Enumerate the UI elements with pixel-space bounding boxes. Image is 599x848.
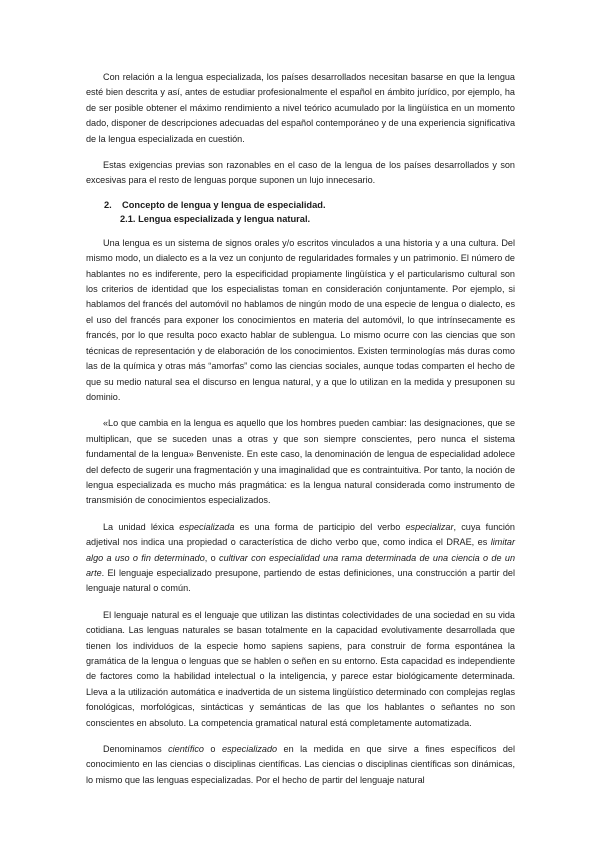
italic-term: especializado (221, 744, 278, 755)
italic-definition: limitar algo a uso o fin determinado (86, 537, 515, 563)
paragraph-denominamos (86, 742, 515, 788)
paragraph-especializada-intro: Con relación a la lengua especializada, los países desarrollados necesitan basarse en que la lengua esté bien descrita y así, antes de estudiar profesionalmente el español en ámbito jurídico, por ejemplo, ha de ser posible obtener el máximo rendimiento a nivel teórico acumulado por la lingüística en un momento dado, disponer de descripciones adecuadas del español contemporáneo y de una experiencia significativa de la lengua especializada en cuestión. (86, 72, 515, 144)
text-run: La unidad léxica (103, 521, 180, 532)
italic-term: especializar (405, 521, 454, 532)
text-run: Denominamos (103, 744, 169, 755)
italic-term: especializada (179, 521, 235, 532)
paragraph-cita-benveniste: «Lo que cambia en la lengua es aquello que los hombres pueden cambiar: las designaciones, que se multiplican, que se suceden unas a otras y que son siempre conscientes, pero nunca el sistema fundamental de la lengua» Benveniste. En este caso, la denominación de lengua de especialidad adolece del defecto de sugerir una fragmentación y una imaginalidad que es contraintuitiva. Por tanto, la noción de lengua especializada es mucho más pragmática: es la lengua natural considerada como instrumento de transmisión de conocimientos especializados. (86, 418, 515, 506)
text-run: es una forma de participio del verbo (234, 521, 406, 532)
text-run: , o (204, 552, 220, 563)
italic-term: científico (168, 744, 204, 755)
section-heading (86, 198, 515, 213)
text-run: . El lenguaje especializado presupone, partiendo de estas definiciones, una construcción a partir del lenguaje natural o común. (86, 567, 515, 594)
section-number: 2. (104, 199, 112, 210)
paragraph-definicion-lengua: Una lengua es un sistema de signos orales y/o escritos vinculados a una historia y a una cultura. Del mismo modo, un dialecto es a la vez un conjunto de regularidades formales y un patrimonio. El número de hablantes no es indiferente, pero la especificidad propiamente lingüística y el particularismo cultural son los criterios de identidad que los especialistas toman en consideración conjuntamente. Por ejemplo, si hablamos del francés del automóvil no hablamos de ningún modo de una especie de lengua o dialecto, es el uso del francés para exponer los conocimientos en materia del automóvil, lo que intrínsecamente es francés, por lo que resulta poco exacto hablar de sublengua. Lo mismo ocurre con las ciencias que son técnicas de representación y de elaboración de los conocimientos. Existen terminologías más duras como las de la química y otras más “amorfas” como las ciencias sociales, aunque todas comparten el hecho de que su medio natural sea el discurso en lengua natural, y a que lo utilizan en la medida y presuponen su dominio. (86, 237, 515, 402)
text-run: en la medida en que sirve a fines específicos del conocimiento en las ciencias o disciplinas científicas. Las ciencias o disciplinas científicas son dinámicas, lo mismo que las lenguas especializadas. Por el hecho de partir del lenguaje natural (86, 744, 515, 785)
paragraph-unidad-lexica (86, 520, 515, 597)
text-run: , cuya función adjetival nos indica una propiedad o característica de dicho verbo que, como indica el DRAE, es (86, 521, 515, 548)
italic-definition: cultivar con especialidad una rama determinada de una ciencia o de un arte (86, 552, 515, 578)
subsection-heading: 2.1. Lengua especializada y lengua natural. (120, 214, 311, 225)
paragraph-exigencias: Estas exigencias previas son razonables en el caso de la lengua de los países desarrollados y son excesivas para el resto de lenguas porque suponen un lujo innecesario. (86, 160, 515, 186)
section-title: Concepto de lengua y lengua de especialidad. (122, 199, 326, 210)
paragraph-lenguaje-natural: El lenguaje natural es el lenguaje que utilizan las distintas colectividades de una sociedad en su vida cotidiana. Las lenguas naturales se basan totalmente en la capacidad evolutivamente desarrollada que tienen los individuos de la especie homo sapiens sapiens, para construir de forma espontánea la gramática de la lengua o lenguas que se hablen o señen en su entorno. Esta capacidad es independiente de factores como la habilidad intelectual o la inteligencia, y parece estar biológicamente determinada. Lleva a la utilización automática e inadvertida de un sistema lingüístico determinado con complejas reglas fonológicas, morfológicas, sintácticas y semánticas de las que los hablantes o señantes no son conscientes en absoluto. La competencia gramatical natural está completamente automatizada. (86, 609, 515, 728)
text-run: o (203, 744, 222, 755)
